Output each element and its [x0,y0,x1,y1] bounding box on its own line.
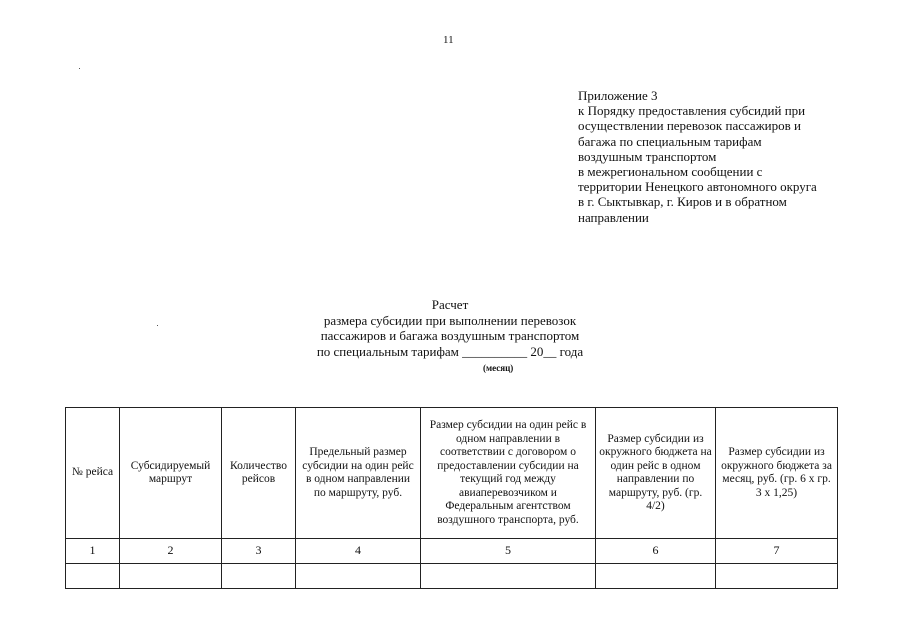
header-cell: Количество рейсов [222,408,296,539]
empty-cell [120,564,222,589]
empty-cell [222,564,296,589]
empty-cell [296,564,421,589]
column-number-row [66,539,838,564]
appendix-line: направлении [578,209,649,225]
title-line: Расчет [431,297,469,312]
empty-cell [66,564,120,589]
month-hint: (месяц) [483,363,514,373]
appendix-line: Приложение 3 [578,88,658,103]
column-number: 1 [66,539,120,564]
appendix-line: осуществлении перевозок пассажиров и [578,118,801,134]
appendix-header [578,88,878,225]
table-row [66,564,838,589]
appendix-line: в межрегиональном сообщении с [578,164,763,180]
column-number: 7 [716,539,838,564]
appendix-line: багажа по специальным тарифам [578,133,762,149]
column-number: 5 [421,539,596,564]
scan-speck [157,325,158,326]
empty-cell [716,564,838,589]
empty-cell [596,564,716,589]
header-cell: Предельный размер субсидии на один рейс в одном направлении по маршруту, руб. [296,408,421,539]
column-number: 2 [120,539,222,564]
appendix-line: к Порядку предоставления субсидий при [578,103,806,119]
header-cell: № рейса [66,408,120,539]
header-cell: Размер субсидии на один рейс в одном направлении в соответствии с договором о предоставлении субсидии на текущий год между авиаперевозчиком и Федеральным агентством воздушного транспорта, руб. [421,408,596,539]
title-line: по специальным тарифам __________ 20__ года [316,343,584,359]
table-header-row [66,408,838,539]
header-cell: Размер субсидии из окружного бюджета за месяц, руб. (гр. 6 x гр. 3 x 1,25) [716,408,838,539]
document-title [260,297,640,359]
subsidy-table [65,407,838,589]
title-line: пассажиров и багажа воздушным транспортом [320,328,580,343]
empty-cell [421,564,596,589]
header-cell: Субсидируемый маршрут [120,408,222,539]
appendix-line: воздушным транспортом [578,148,717,164]
title-line: размера субсидии при выполнении перевозок [323,312,577,328]
column-number: 3 [222,539,296,564]
header-cell: Размер субсидии из окружного бюджета на один рейс в одном направлении по маршруту, руб. (гр. 4/2) [596,408,716,539]
column-number: 6 [596,539,716,564]
appendix-line: территории Ненецкого автономного округа [578,179,817,195]
appendix-line: в г. Сыктывкар, г. Киров и в обратном [578,194,787,210]
scan-speck [79,68,80,69]
column-number: 4 [296,539,421,564]
page-number: 11 [443,34,454,46]
